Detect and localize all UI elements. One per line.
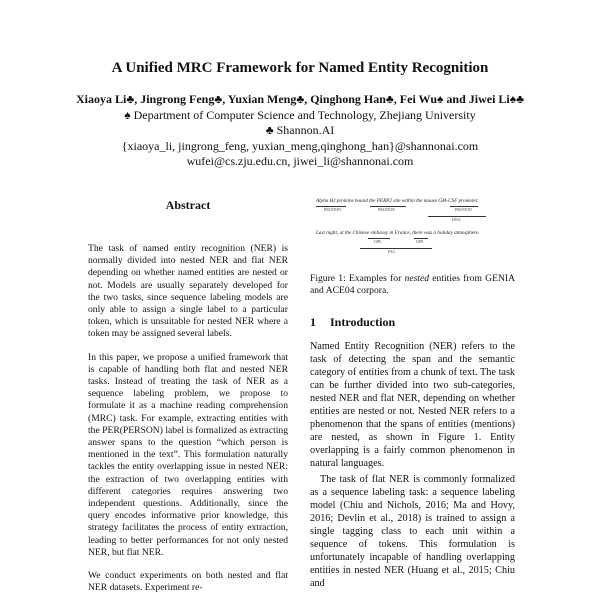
span-label-dna: DNA (452, 217, 461, 222)
section-heading-introduction (310, 315, 515, 330)
figure-1 (310, 196, 515, 261)
abstract-paragraph-2: In this paper, we propose a unified framework that is capable of handling both flat and nested NER tasks. Instead of treating the task of NER as a sequence labeling problem, we propose to formulate it as a machine reading comprehension (MRC) task. For example, extracting entities with the PER(PERSON) label is formalized as extracting answer spans to the question “which person is mentioned in the text”. This formulation naturally tackles the entity overlapping issue in nested NER: the extraction of two overlapping entities with different categories requires answering two independent questions. Additionally, since the query encodes informative prior knowledge, this strategy facilitates the process of entity extraction, leading to better performances for not only nested NER, but flat NER. (88, 351, 288, 558)
caption-text-start: Figure 1: Examples for (310, 273, 405, 284)
email-line-2: wufei@cs.zju.edu.cn, jiwei_li@shannonai.com (186, 154, 414, 168)
section-title: Introduction (330, 315, 396, 330)
span-label-protein-1: PROTEIN (324, 207, 341, 212)
paper-title: A Unified MRC Framework for Named Entity Recognition (111, 60, 489, 76)
author-block (0, 92, 600, 170)
caption-emphasis: nested (404, 273, 430, 284)
section-number: 1 (310, 315, 316, 330)
figure-sentence-ace: Last night, at the Chinese embassy in France, there was a holiday atmosphere. (316, 230, 480, 236)
span-label-gpe-2: GPE (416, 239, 424, 244)
figure-sentence-genia: Alpha B2 proteins bound the PEBP2 site within the mouse GM-CSF promoter. (316, 198, 479, 204)
abstract-paragraph-3: We conduct experiments on both nested and flat NER datasets. Experiment re- (88, 570, 288, 594)
intro-paragraph-1: Named Entity Recognition (NER) refers to the task of detecting the span and the semantic category of entities from a chunk of text. The task can be further divided into two sub-categories, nested NER and flat NER, depending on whether entities are nested or not. Nested NER refers to a phenomenon that the spans of entities (mentions) are nested, as shown in Figure 1. Entity overlapping is a fairly common phenomenon in natural languages. (310, 341, 515, 470)
abstract-heading: Abstract (165, 198, 211, 212)
affiliation-zju: ♠ Department of Computer Science and Technology, Zhejiang University (124, 107, 476, 122)
figure-1-caption (310, 273, 515, 297)
span-label-fac: FAC (388, 249, 396, 254)
caption-text-end: entities from GENIA and ACE04 corpora. (310, 273, 515, 297)
span-label-protein-3: PROTEIN (455, 207, 472, 212)
span-label-gpe-1: GPE (374, 239, 382, 244)
span-line-fac (360, 248, 432, 249)
left-column (88, 196, 288, 600)
span-label-protein-2: PROTEIN (378, 207, 395, 212)
author-names: Xiaoya Li♣, Jingrong Feng♣, Yuxian Meng♣, Qinghong Han♣, Fei Wu♠ and Jiwei Li♠♣ (76, 92, 524, 106)
intro-paragraph-2: The task of flat NER is commonly formalized as a sequence labeling task: a sequence labeling model (Chiu and Nichols, 2016; Ma and Hovy, 2016; Devlin et al., 2018) is trained to assign a single tagging class to each unit within a sequence of tokens. This formulation is unfortunately incapable of handling overlapping entities in nested NER (Huang et al., 2015; Chiu and (310, 474, 515, 590)
abstract-paragraph-1: The task of named entity recognition (NER) is normally divided into nested NER and flat NER depending on whether named entities are nested or not. Models are usually separately developed for the two tasks, since sequence labeling models are only able to assign a single label to a particular token, which is unsuitable for nested NER where a token may be assigned several labels. (88, 243, 288, 340)
affiliation-shannon: ♣ Shannon.AI (265, 123, 335, 137)
email-line-1: {xiaoya_li, jingrong_feng, yuxian_meng,qinghong_han}@shannonai.com (121, 138, 479, 153)
right-column (310, 196, 515, 593)
